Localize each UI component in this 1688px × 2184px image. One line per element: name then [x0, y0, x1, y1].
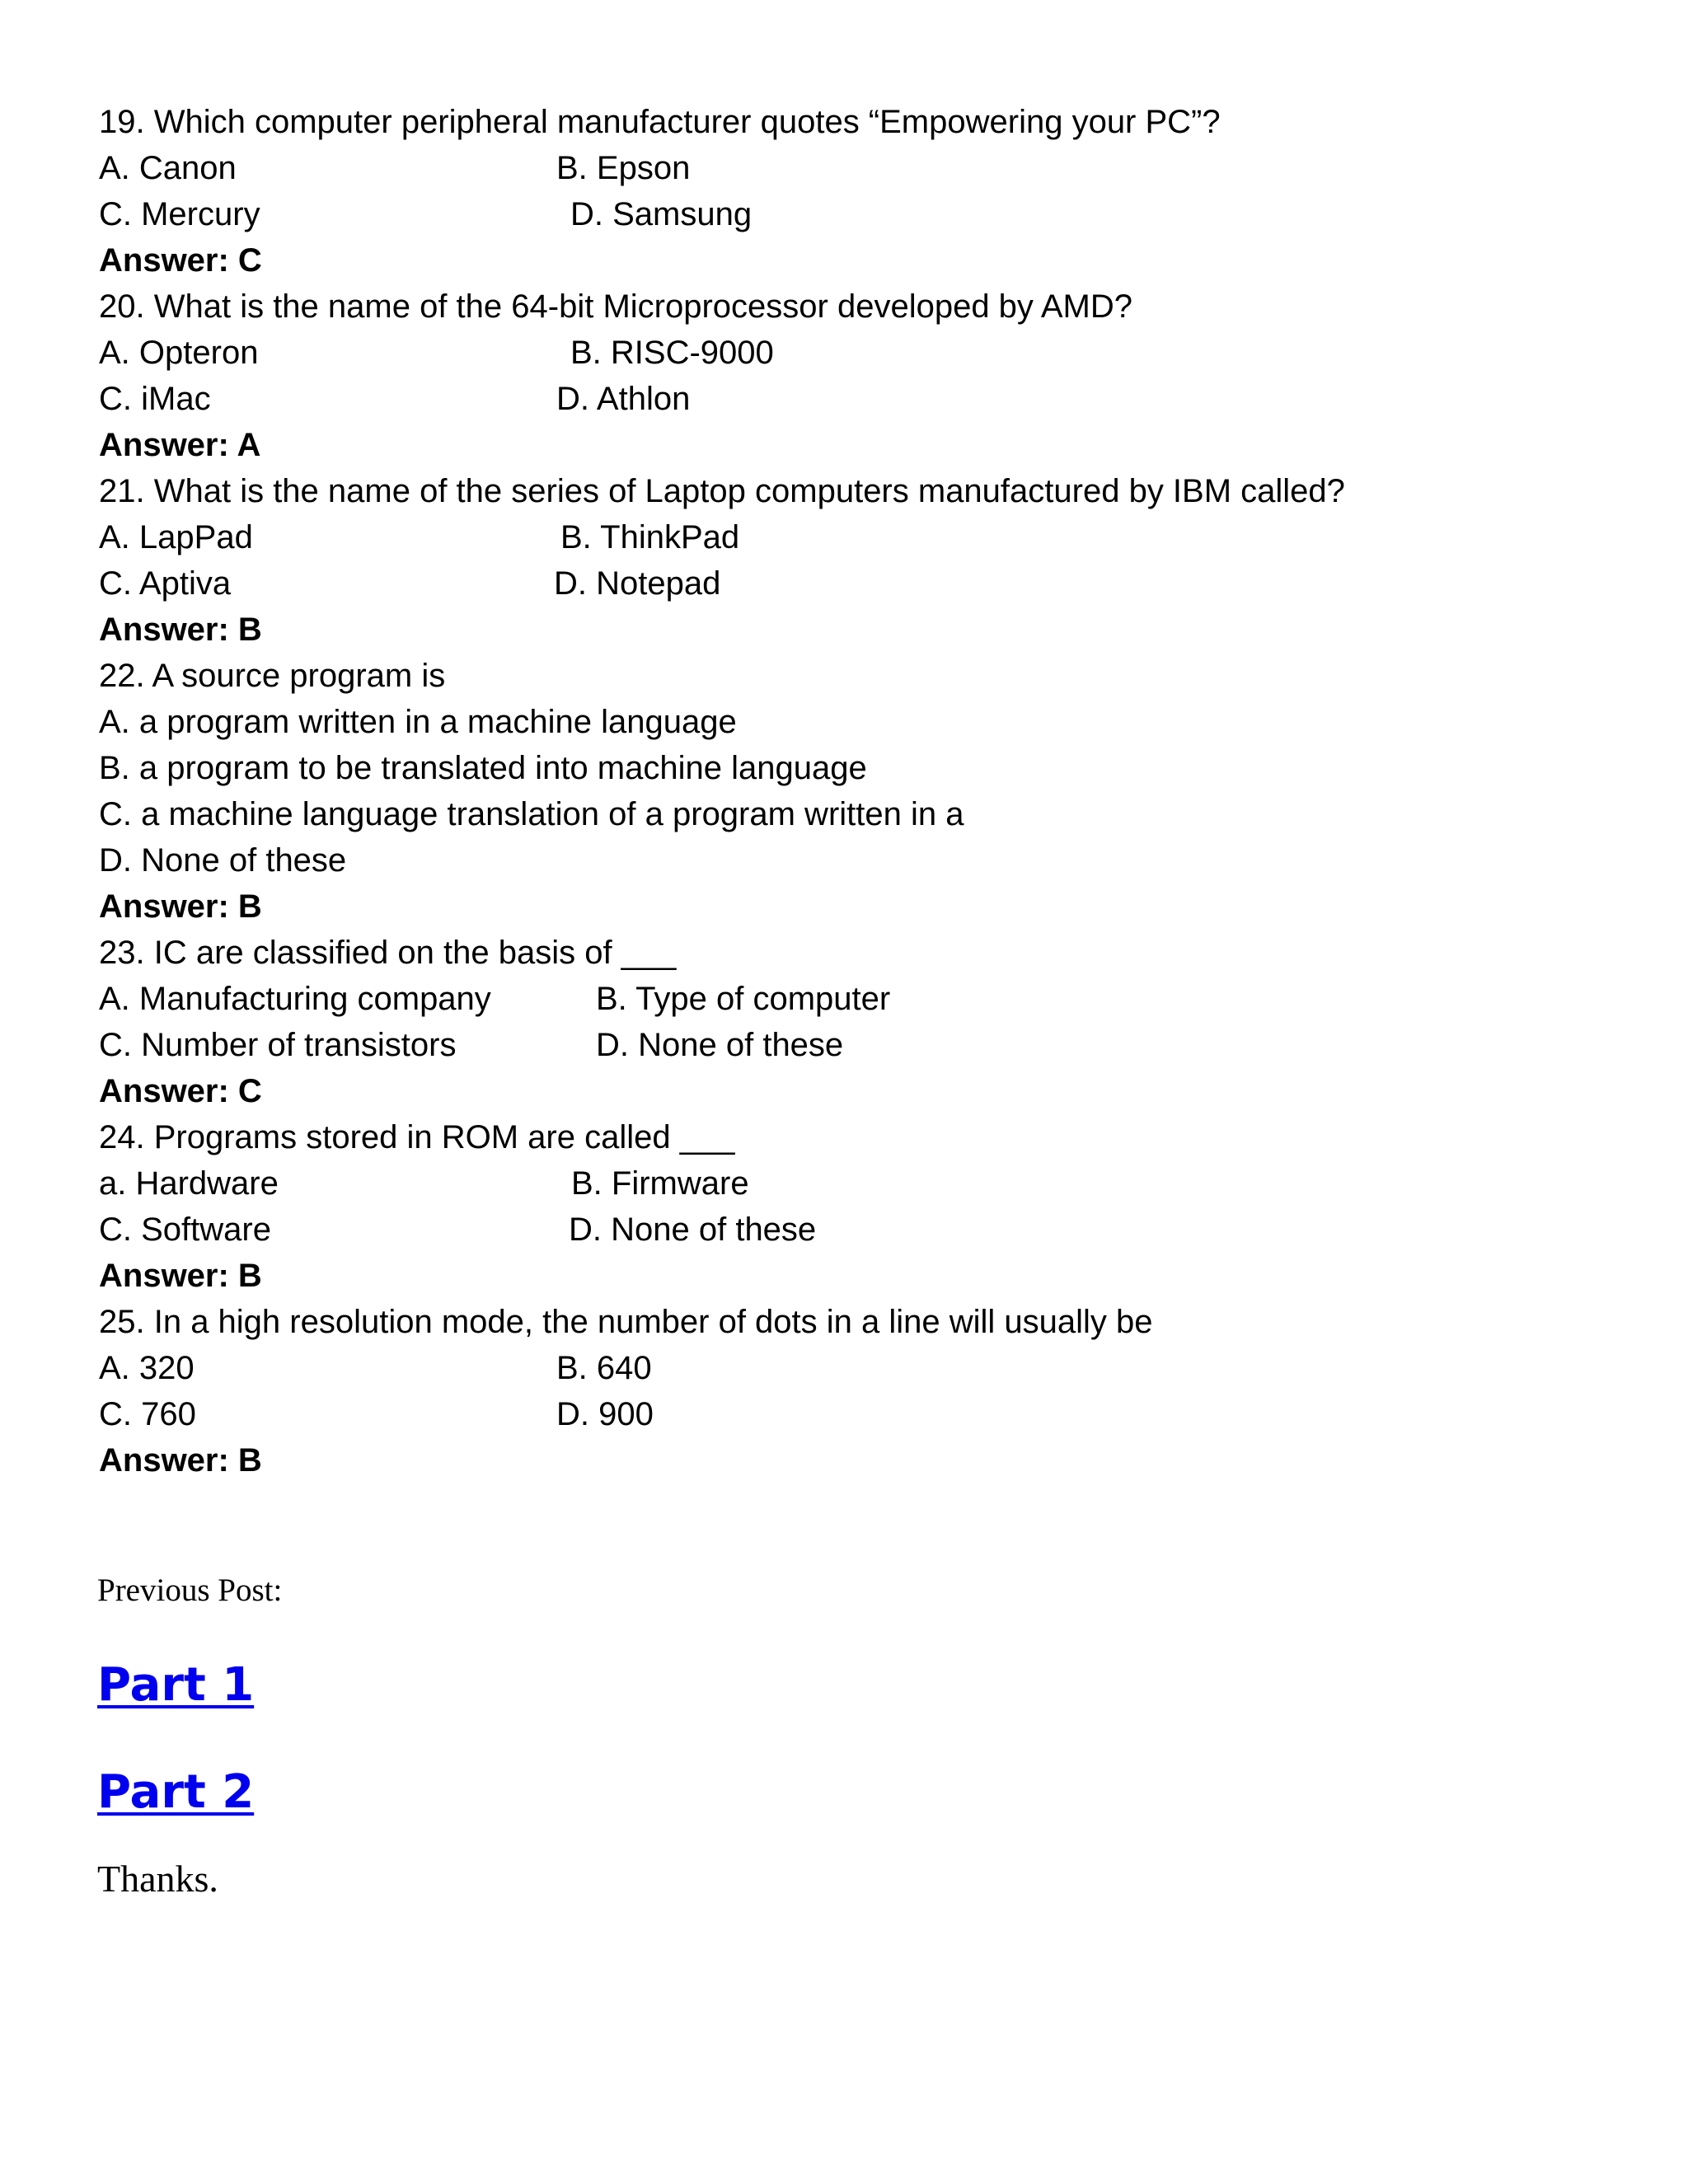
question-22: 22. A source program is: [99, 658, 446, 694]
part-1-link[interactable]: Part 1: [97, 1658, 255, 1712]
answer-22: Answer: B: [99, 888, 262, 925]
question-25: 25. In a high resolution mode, the number of dots in a line will usually be: [99, 1304, 1153, 1340]
question-20: 20. What is the name of the 64-bit Microprocessor developed by AMD?: [99, 288, 1132, 325]
option-24-c: C. Software: [99, 1212, 271, 1248]
question-23: 23. IC are classified on the basis of ___: [99, 935, 677, 971]
option-25-b: B. 640: [556, 1350, 652, 1386]
answer-24: Answer: B: [99, 1258, 262, 1294]
part-2-link[interactable]: Part 2: [97, 1765, 255, 1819]
option-24-a: a. Hardware: [99, 1165, 279, 1202]
option-23-d: D. None of these: [596, 1027, 844, 1063]
option-21-d: D. Notepad: [554, 565, 721, 602]
answer-21: Answer: B: [99, 612, 262, 648]
option-19-d: D. Samsung: [570, 196, 753, 232]
option-19-a: A. Canon: [99, 150, 237, 186]
option-22-b: B. a program to be translated into machine language: [99, 750, 867, 786]
answer-25: Answer: B: [99, 1442, 262, 1479]
option-24-d: D. None of these: [569, 1212, 817, 1248]
option-24-b: B. Firmware: [571, 1165, 749, 1202]
option-20-c: C. iMac: [99, 381, 211, 417]
option-21-b: B. ThinkPad: [560, 519, 740, 555]
option-22-d: D. None of these: [99, 842, 347, 879]
previous-post-label: Previous Post:: [97, 1572, 283, 1608]
option-20-d: D. Athlon: [556, 381, 691, 417]
option-20-b: B. RISC-9000: [570, 335, 774, 371]
option-21-c: C. Aptiva: [99, 565, 232, 602]
question-19: 19. Which computer peripheral manufacturer quotes “Empowering your PC”?: [99, 104, 1221, 140]
answer-20: Answer: A: [99, 427, 261, 463]
option-25-d: D. 900: [556, 1396, 654, 1432]
option-19-b: B. Epson: [556, 150, 691, 186]
option-23-a: A. Manufacturing company: [99, 981, 491, 1017]
option-21-a: A. LapPad: [99, 519, 253, 555]
option-23-b: B. Type of computer: [596, 981, 891, 1017]
option-25-a: A. 320: [99, 1350, 195, 1386]
question-24: 24. Programs stored in ROM are called ___: [99, 1119, 735, 1155]
option-25-c: C. 760: [99, 1396, 196, 1432]
thanks-text: Thanks.: [97, 1858, 218, 1900]
option-23-c: C. Number of transistors: [99, 1027, 457, 1063]
answer-23: Answer: C: [99, 1073, 262, 1109]
question-21: 21. What is the name of the series of Laptop computers manufactured by IBM called?: [99, 473, 1345, 509]
option-22-a: A. a program written in a machine language: [99, 704, 737, 740]
option-19-c: C. Mercury: [99, 196, 260, 232]
answer-19: Answer: C: [99, 242, 262, 279]
option-22-c: C. a machine language translation of a program written in a: [99, 796, 964, 832]
option-20-a: A. Opteron: [99, 335, 259, 371]
